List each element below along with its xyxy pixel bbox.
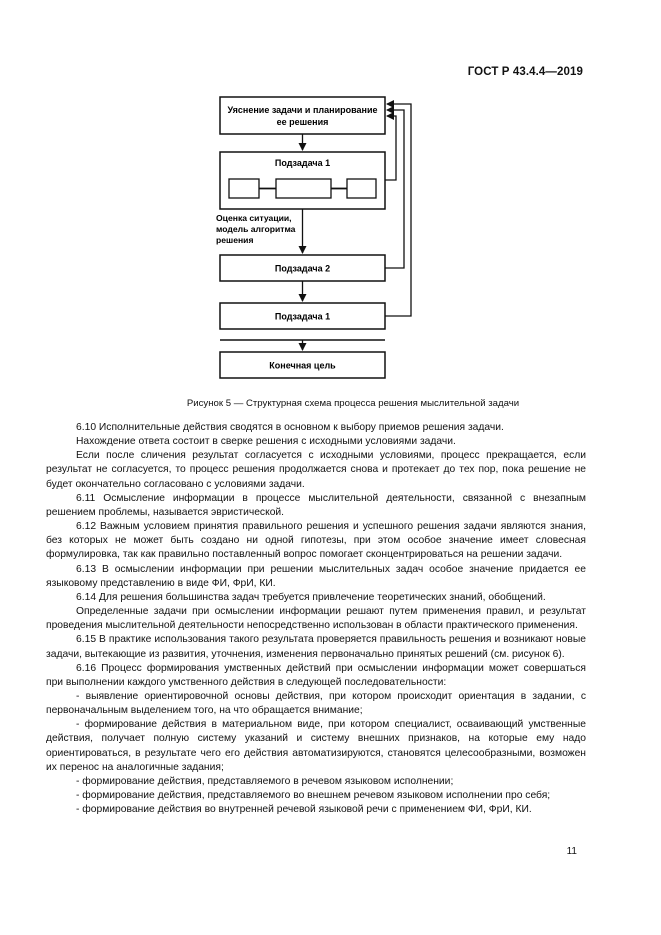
page-number: 11 [566, 846, 577, 857]
paragraph: Определенные задачи при осмыслении информации решают путем применения правил, и результат проведения мыслительной деятельности непосредственно использован в области практического применения. [46, 606, 586, 632]
side-label-line1: Оценка ситуации, [216, 213, 292, 223]
side-label-line3: решения [216, 235, 254, 245]
list-item: - формирование действия, представляемого во внешнем речевом языковом исполнении про себя; [76, 790, 551, 802]
inner-box-right [347, 179, 376, 198]
list-item: - формирование действия во внутренней речевой языковой речи с применением ФИ, ФрИ, КИ. [76, 804, 532, 816]
feedback-from-sub1 [385, 116, 396, 180]
paragraph: 6.16 Процесс формирования умственных действий при осмыслении информации может совершаться при выполнении каждого умственного действия в следующей последовательности: [46, 662, 586, 688]
box-final-goal-label: Конечная цель [269, 360, 336, 371]
box-subtask-2-label: Подзадача 2 [274, 263, 331, 274]
paragraph: Если после сличения результат согласуется с исходными условиями, процесс прекращается, если результат не согласуется, то процесс решения продолжается снова и протекает до тех пор, пока решение не будет окончательно согласовано с условиями задачи. [46, 450, 586, 490]
box-subtask-1-label: Подзадача 1 [274, 158, 331, 168]
box-task-planning-label-2: ее решения [276, 117, 329, 127]
paragraph: 6.14 Для решения большинства задач требуется привлечение теоретических знаний, обобщений. [76, 591, 546, 603]
figure-caption: Рисунок 5 — Структурная схема процесса решения мыслительной задачи [186, 398, 520, 409]
feedback-from-sub2 [385, 110, 404, 268]
inner-box-left [229, 179, 259, 198]
body-text [46, 421, 586, 817]
list-item: - формирование действия в материальном виде, при котором специалист, осваивающий умственные действия, получает полную систему указаний и систему внешних признаков, на которые ему надо ориентироваться, в результате чего его действия автоматизируются, становятся целесообразными, возможен их перенос на аналогичные задания; [46, 719, 586, 773]
structure-diagram [0, 0, 661, 400]
list-item: - выявление ориентировочной основы действия, при котором происходит ориентация в задании, с первоначальным выделением того, на что обращается внимание; [46, 690, 586, 717]
box-task-planning [220, 97, 385, 134]
box-task-planning-label-1: Уяснение задачи и планирование [227, 105, 378, 115]
side-label-line2: модель алгоритма [216, 224, 296, 234]
list-item: - формирование действия, представляемого в речевом языковом исполнении; [76, 775, 454, 787]
paragraph: 6.11 Осмысление информации в процессе мыслительной деятельности, связанной с внезапным решением проблемы, называется эвристической. [46, 492, 586, 518]
inner-box-middle [276, 179, 331, 198]
paragraph: 6.15 В практике использования такого результата проверяется правильность решения и возникают новые задачи, вытекающие из развития, уточнения, изменения первоначально принятых решений (см. рисунок 6). [46, 634, 586, 660]
paragraph: 6.10 Исполнительные действия сводятся в основном к выбору приемов решения задачи. [76, 422, 504, 433]
feedback-from-sub3 [385, 104, 411, 316]
paragraph: 6.12 Важным условием принятия правильного решения и успешного решения задачи являются знания, без которых не может быть создано ни одной гипотезы, при этом особое значение имеет словесная формулировка, так как правильно поставленный вопрос помогает сконцентрироваться на решении задачи. [46, 521, 586, 561]
box-subtask-3-label: Подзадача 1 [274, 311, 331, 322]
standard-header: ГОСТ Р 43.4.4—2019 [467, 66, 583, 78]
paragraph: Нахождение ответа состоит в сверке решения с исходными условиями задачи. [76, 436, 456, 448]
paragraph: 6.13 В осмыслении информации при решении мыслительных задач особое значение придается ее языковому представлению в виде ФИ, ФрИ, КИ. [46, 563, 586, 589]
